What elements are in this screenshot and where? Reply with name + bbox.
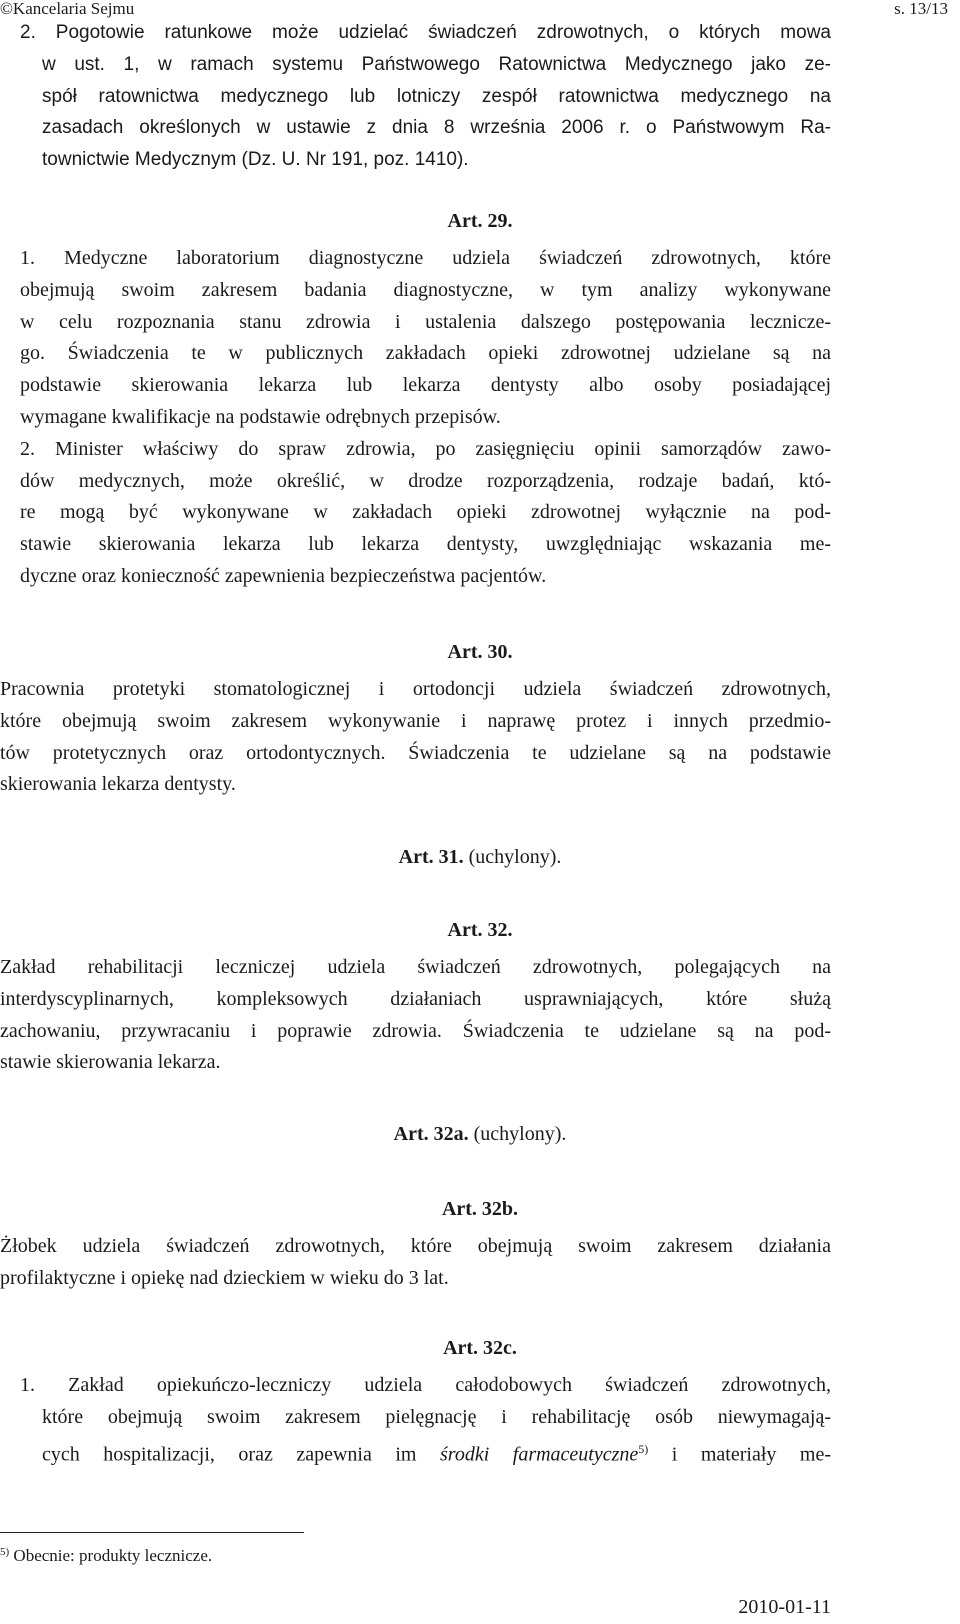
text-line: 2. Minister właściwy do spraw zdrowia, po zasięgnięciu opinii samorządów zawo- bbox=[20, 437, 831, 460]
article-heading: Art. 32c. bbox=[443, 1337, 517, 1359]
article-heading: Art. 30. bbox=[447, 641, 513, 663]
text-line: Pracownia protetyki stomatologicznej i ortodoncji udziela świadczeń zdrowotnych, bbox=[0, 678, 831, 700]
text-line: spół ratownictwa medycznego lub lotniczy zespół ratownictwa medycznego na bbox=[42, 85, 831, 107]
text-run-italic: środki farmaceutyczne bbox=[440, 1443, 639, 1466]
page-number: s. 13/13 bbox=[894, 0, 948, 18]
footnote-ref: 5) bbox=[638, 1441, 649, 1456]
text-line: w celu rozpoznania stanu zdrowia i ustalenia dalszego postępowania lecznicze- bbox=[20, 310, 831, 333]
text-line: dyczne oraz konieczność zapewnienia bezpieczeństwa pacjentów. bbox=[20, 565, 547, 587]
text-run: cych hospitalizacji, oraz zapewnia im bbox=[42, 1443, 440, 1466]
text-line: 2. Pogotowie ratunkowe może udzielać świadczeń zdrowotnych, o których mowa bbox=[20, 22, 831, 43]
text-line: w ust. 1, w ramach systemu Państwowego Ratownictwa Medycznego jako ze- bbox=[42, 53, 831, 75]
text-line: skierowania lekarza dentysty. bbox=[0, 773, 236, 796]
footnote-marker: 5) bbox=[0, 1546, 10, 1558]
text-line: dów medycznych, może określić, w drodze rozporządzenia, rodzaje badań, któ- bbox=[20, 469, 831, 492]
text-line: które obejmują swoim zakresem wykonywanie i naprawę protez i innych przedmio- bbox=[0, 709, 831, 732]
text-line: profilaktyczne i opiekę nad dzieckiem w wieku do 3 lat. bbox=[0, 1266, 449, 1289]
text-line: tów protetycznych oraz ortodontycznych. Świadczenia te udzielane są na podstawie bbox=[0, 741, 831, 764]
text-line bbox=[42, 1434, 831, 1471]
repealed-note: (uchylony). bbox=[473, 1123, 567, 1145]
text-line: re mogą być wykonywane w zakładach opieki zdrowotnej wyłącznie na pod- bbox=[20, 501, 831, 524]
text-line: townictwie Medycznym (Dz. U. Nr 191, poz. 1410). bbox=[42, 149, 469, 171]
footnote bbox=[0, 1546, 212, 1566]
header-source: ©Kancelaria Sejmu bbox=[0, 0, 135, 18]
footer-date: 2010-01-11 bbox=[738, 1596, 831, 1618]
text-run: i materiały me- bbox=[648, 1443, 831, 1466]
text-line: 1. Medyczne laboratorium diagnostyczne udziela świadczeń zdrowotnych, które bbox=[20, 247, 831, 269]
article-number: Art. 31. bbox=[398, 846, 464, 868]
text-line: stawie skierowania lekarza lub lekarza dentysty, uwzględniając wskazania me- bbox=[20, 533, 831, 556]
text-line: zachowaniu, przywracaniu i poprawie zdrowia. Świadczenia te udzielane są na pod- bbox=[0, 1019, 831, 1042]
text-line: interdyscyplinarnych, kompleksowych działaniach usprawniających, które służą bbox=[0, 987, 831, 1010]
text-line: Zakład rehabilitacji leczniczej udziela świadczeń zdrowotnych, polegających na bbox=[0, 956, 831, 978]
text-line: go. Świadczenia te w publicznych zakładach opieki zdrowotnej udzielane są na bbox=[20, 342, 831, 365]
text-line: stawie skierowania lekarza. bbox=[0, 1051, 221, 1074]
text-line: Żłobek udziela świadczeń zdrowotnych, które obejmują swoim zakresem działania bbox=[0, 1235, 831, 1257]
footnote-divider bbox=[0, 1532, 304, 1533]
article-number: Art. 32a. bbox=[393, 1123, 469, 1145]
article-heading: Art. 32. bbox=[447, 919, 513, 941]
text-line: zasadach określonych w ustawie z dnia 8 września 2006 r. o Państwowym Ra- bbox=[42, 117, 831, 139]
text-line: podstawie skierowania lekarza lub lekarza dentysty albo osoby posiadającej bbox=[20, 374, 831, 397]
text-line: wymagane kwalifikacje na podstawie odrębnych przepisów. bbox=[20, 406, 501, 428]
article-heading-repealed bbox=[0, 846, 960, 869]
text-line: obejmują swoim zakresem badania diagnostyczne, w tym analizy wykonywane bbox=[20, 278, 831, 301]
repealed-note: (uchylony). bbox=[468, 846, 562, 868]
article-heading: Art. 32b. bbox=[441, 1198, 519, 1220]
text-line: 1. Zakład opiekuńczo-leczniczy udziela całodobowych świadczeń zdrowotnych, bbox=[20, 1374, 831, 1396]
text-line: które obejmują swoim zakresem pielęgnację i rehabilitację osób niewymagają- bbox=[42, 1405, 831, 1428]
footnote-text: Obecnie: produkty lecznicze. bbox=[9, 1546, 213, 1565]
article-heading: Art. 29. bbox=[447, 210, 513, 232]
article-heading-repealed bbox=[0, 1123, 960, 1146]
